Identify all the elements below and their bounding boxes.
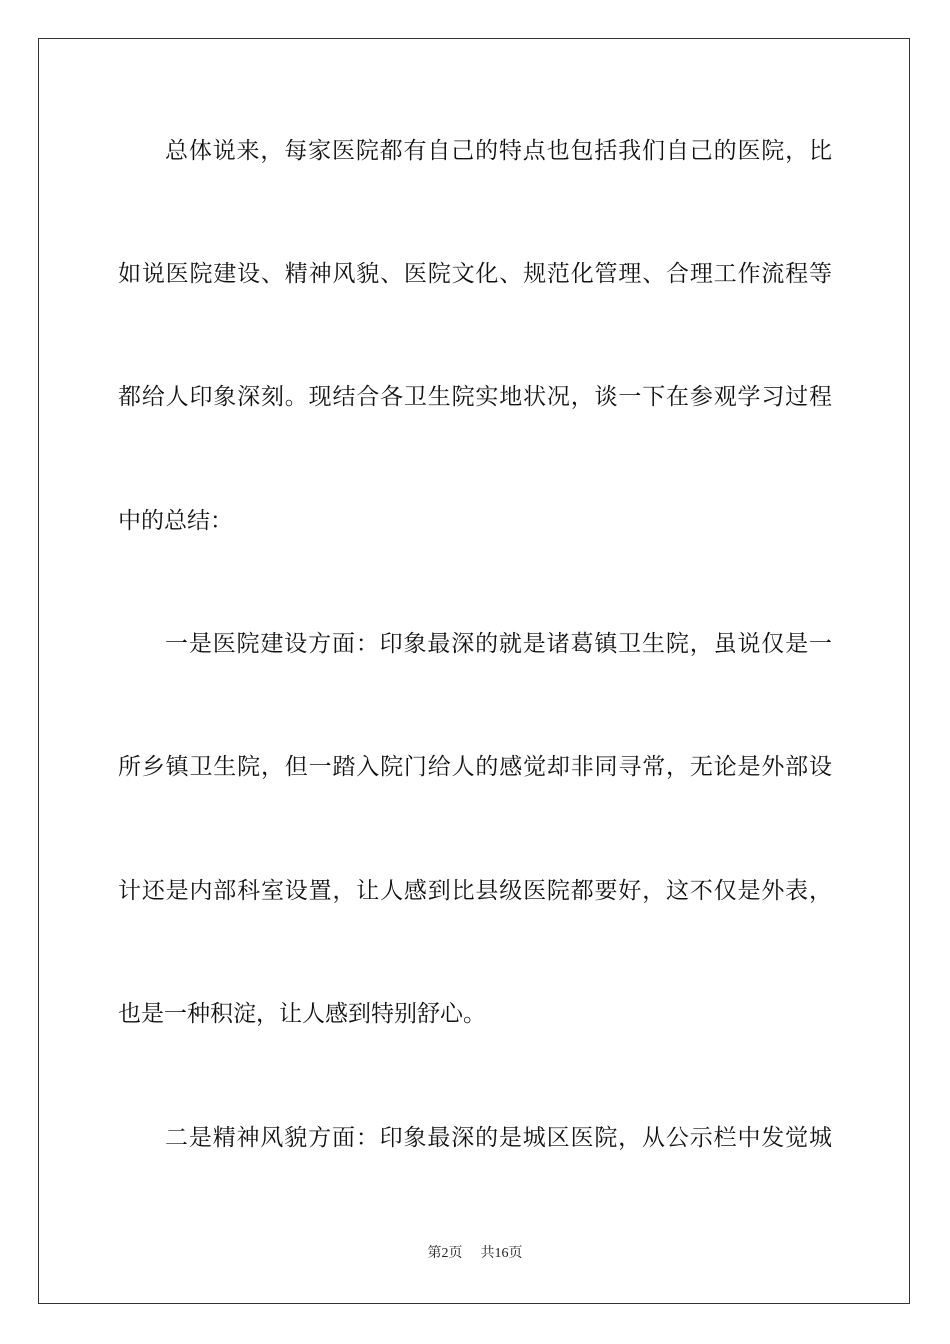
page-number: 第2页 [427,1246,463,1261]
page-footer [0,1244,950,1264]
paragraph-line: 一是医院建设方面：印象最深的就是诸葛镇卫生院，虽说仅是一 [165,631,832,657]
paragraph-line: 都给人印象深刻。现结合各卫生院实地状况，谈一下在参观学习过程 [118,384,832,410]
paragraph-line: 总体说来，每家医院都有自己的特点也包括我们自己的医院，比 [165,138,832,164]
paragraph-line: 计还是内部科室设置，让人感到比县级医院都要好，这不仅是外表， [118,878,832,904]
page-total: 共16页 [480,1246,523,1261]
paragraph-line: 中的总结： [118,508,233,534]
paragraph-line: 也是一种积淀，让人感到特别舒心。 [118,1001,486,1027]
paragraph-line: 二是精神风貌方面：印象最深的是城区医院，从公示栏中发觉城 [165,1125,832,1151]
page-border [38,38,910,1304]
paragraph-line: 所乡镇卫生院，但一踏入院门给人的感觉却非同寻常，无论是外部设 [118,754,832,780]
paragraph-line: 如说医院建设、精神风貌、医院文化、规范化管理、合理工作流程等 [118,261,832,287]
